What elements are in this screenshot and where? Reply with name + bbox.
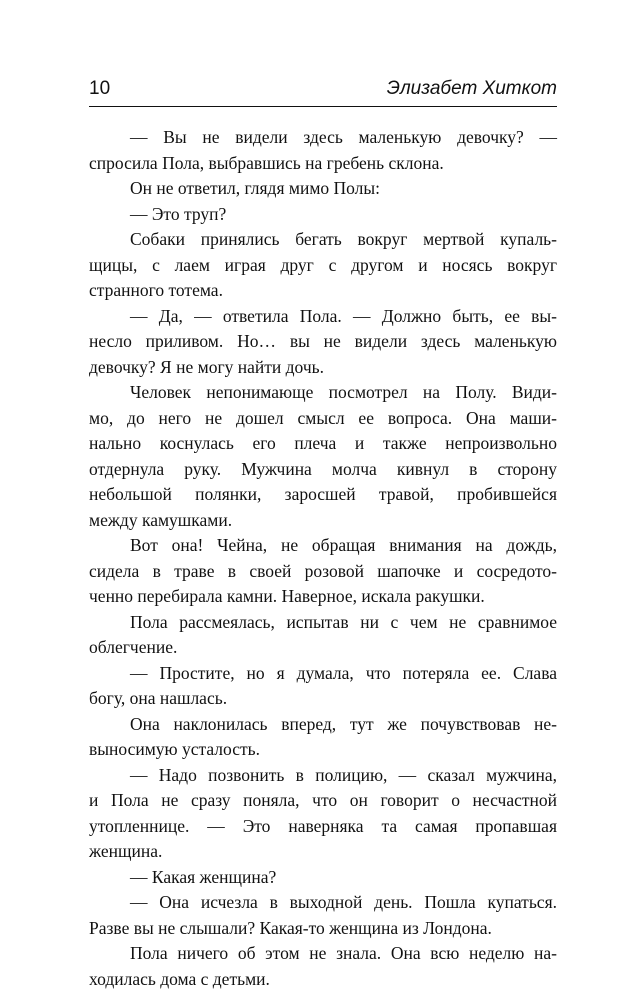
- text-line: Пола рассмеялась, испытав ни с чем не сравнимое: [130, 611, 557, 632]
- text-line: Пола ничего об этом не знала. Она всю неделю на-: [130, 943, 557, 963]
- text-line: отдернула руку. Мужчина молча кивнул в сторону: [89, 458, 557, 479]
- text-line: щицы, с лаем играя друг с другом и носясь вокруг: [89, 254, 557, 275]
- text-line: девочку? Я не могу найти дочь.: [89, 356, 324, 377]
- text-line: Собаки принялись бегать вокруг мертвой купаль-: [130, 229, 557, 249]
- running-title: Элизабет Хиткот: [386, 78, 557, 99]
- text-line: несло приливом. Но… вы не видели здесь маленькую: [89, 331, 557, 351]
- text-line: ходилась дома с детьми.: [89, 968, 270, 989]
- text-line: Вот она! Чейна, не обращая внимания на дождь,: [130, 535, 557, 555]
- text-line: выносимую усталость.: [89, 739, 260, 759]
- text-line: Человек непонимающе посмотрел на Полу. Види-: [130, 382, 557, 402]
- text-line: богу, она нашлась.: [89, 688, 228, 708]
- text-line: нально коснулась его плеча и также непроизвольно: [89, 433, 557, 453]
- text-line: женщина.: [89, 841, 163, 861]
- text-line: Она наклонилась вперед, тут же почувствовав не-: [130, 713, 557, 734]
- text-line: Разве вы не слышали? Какая-то женщина из Лондона.: [89, 917, 492, 938]
- text-line: — Простите, но я думала, что потеряла ее. Слава: [130, 662, 557, 683]
- text-line: утопленнице. — Это наверняка та самая пропавшая: [89, 815, 557, 836]
- page-number: 10: [89, 78, 111, 99]
- text-line: странного тотема.: [89, 280, 223, 300]
- text-line: и Пола не сразу поняла, что он говорит о несчастной: [89, 790, 557, 810]
- text-line: — Она исчезла в выходной день. Пошла купаться.: [130, 892, 557, 912]
- text-line: облегчение.: [89, 637, 178, 657]
- text-line: небольшой полянки, заросшей травой, пробившейся: [89, 484, 557, 504]
- page-header: [89, 78, 557, 102]
- body-text: [89, 125, 557, 992]
- text-line: Он не ответил, глядя мимо Полы:: [130, 178, 381, 198]
- text-line: спросила Пола, выбравшись на гребень склона.: [89, 152, 444, 173]
- text-line: мо, до него не дошел смысл ее вопроса. Она маши-: [89, 407, 557, 428]
- text-line: — Какая женщина?: [130, 866, 277, 887]
- text-line: — Это труп?: [130, 203, 227, 224]
- header-rule: [89, 106, 557, 107]
- text-line: — Надо позвонить в полицию, — сказал мужчина,: [130, 764, 557, 785]
- text-line: сидела в траве в своей розовой шапочке и сосредото-: [89, 560, 557, 581]
- text-line: — Да, — ответила Пола. — Должно быть, ее вы-: [130, 305, 557, 326]
- text-line: — Вы не видели здесь маленькую девочку? —: [130, 127, 557, 147]
- text-line: ченно перебирала камни. Наверное, искала ракушки.: [89, 586, 485, 606]
- text-line: между камушками.: [89, 509, 233, 530]
